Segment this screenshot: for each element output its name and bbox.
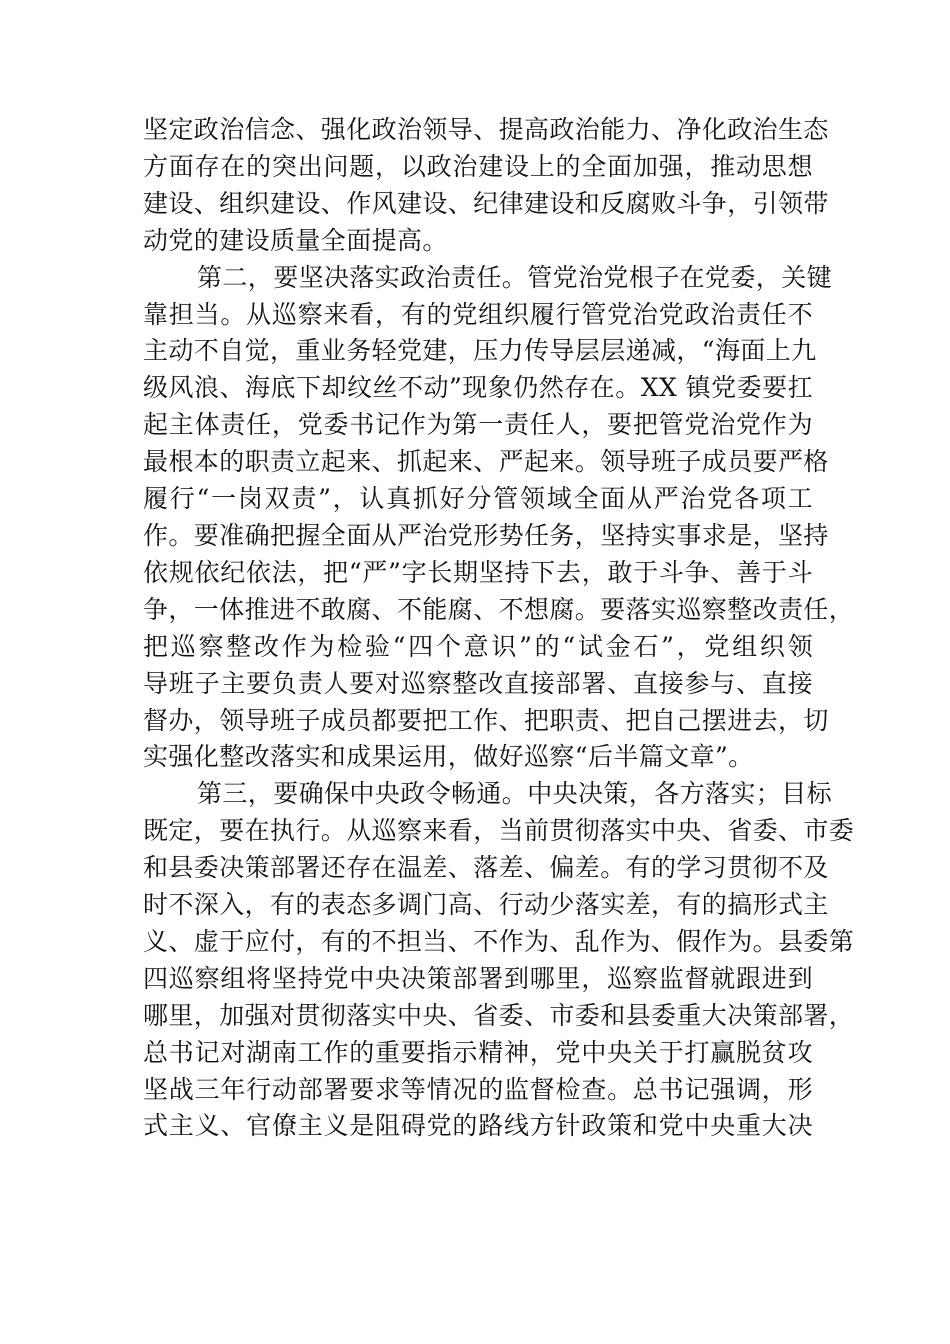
paragraph-3 [143, 776, 855, 1145]
text-line: 义、虚于应付，有的不担当、不作为、乱作为、假作为。县委第 [143, 926, 855, 956]
text-line: 作。要准确把握全面从严治党形势任务，坚持实事求是，坚持 [143, 520, 829, 550]
text-line: 依规依纪依法，把“严”字长期坚持下去，敢于斗争、善于斗 [143, 557, 813, 587]
text-line: 把巡察整改作为检验“四个意识”的“试金石”，党组织领 [143, 631, 813, 661]
text-line: 最根本的职责立起来、抓起来、严起来。领导班子成员要严格 [143, 447, 829, 477]
text-line: 督办，领导班子成员都要把工作、把职责、把自己摆进去，切 [143, 705, 829, 735]
text-line: 起主体责任，党委书记作为第一责任人，要把管党治党作为 [143, 410, 813, 440]
text-line: 主动不自觉，重业务轻党建，压力传导层层递减，“海面上九 [143, 336, 817, 366]
text-line: 第三，要确保中央政令畅通。中央决策，各方落实；目标 [197, 779, 833, 809]
text-line: 争，一体推进不敢腐、不能腐、不想腐。要落实巡察整改责任， [143, 594, 855, 624]
text-line: 坚定政治信念、强化政治领导、提高政治能力、净化政治生态 [143, 115, 829, 144]
text-line: 坚战三年行动部署要求等情况的监督检查。总书记强调，形 [143, 1074, 813, 1104]
document-body [143, 112, 855, 1145]
text-line: 四巡察组将坚持党中央决策部署到哪里，巡察监督就跟进到 [143, 963, 813, 993]
text-line: 式主义、官僚主义是阻碍党的路线方针政策和党中央重大决 [143, 1111, 813, 1141]
text-line: 导班子主要负责人要对巡察整改直接部署、直接参与、直接 [143, 668, 813, 698]
text-line: 履行“一岗双责”，认真抓好分管领域全面从严治党各项工 [143, 484, 813, 514]
text-line: 时不深入，有的表态多调门高、行动少落实差，有的搞形式主 [143, 890, 829, 920]
text-line: 哪里，加强对贯彻落实中央、省委、市委和县委重大决策部署， [143, 1000, 855, 1030]
text-line: 建设、组织建设、作风建设、纪律建设和反腐败斗争，引领带 [143, 188, 829, 218]
text-line: 总书记对湖南工作的重要指示精神，党中央关于打赢脱贫攻 [143, 1037, 813, 1067]
paragraph-1 [143, 112, 829, 260]
text-line: 实强化整改落实和成果运用，做好巡察“后半篇文章”。 [143, 742, 754, 772]
text-line: 和县委决策部署还存在温差、落差、偏差。有的学习贯彻不及 [143, 853, 829, 883]
text-line: 第二，要坚决落实政治责任。管党治党根子在党委，关键 [197, 262, 833, 292]
paragraph-2 [143, 260, 855, 777]
text-line: 级风浪、海底下却纹丝不动”现象仍然存在。XX 镇党委要扛 [143, 373, 813, 403]
text-line: 靠担当。从巡察来看，有的党组织履行管党治党政治责任不 [143, 299, 813, 329]
text-line: 既定，要在执行。从巡察来看，当前贯彻落实中央、省委、市委 [143, 816, 855, 846]
text-line: 方面存在的突出问题，以政治建设上的全面加强，推动思想 [143, 151, 813, 181]
text-line: 动党的建设质量全面提高。 [143, 225, 448, 255]
